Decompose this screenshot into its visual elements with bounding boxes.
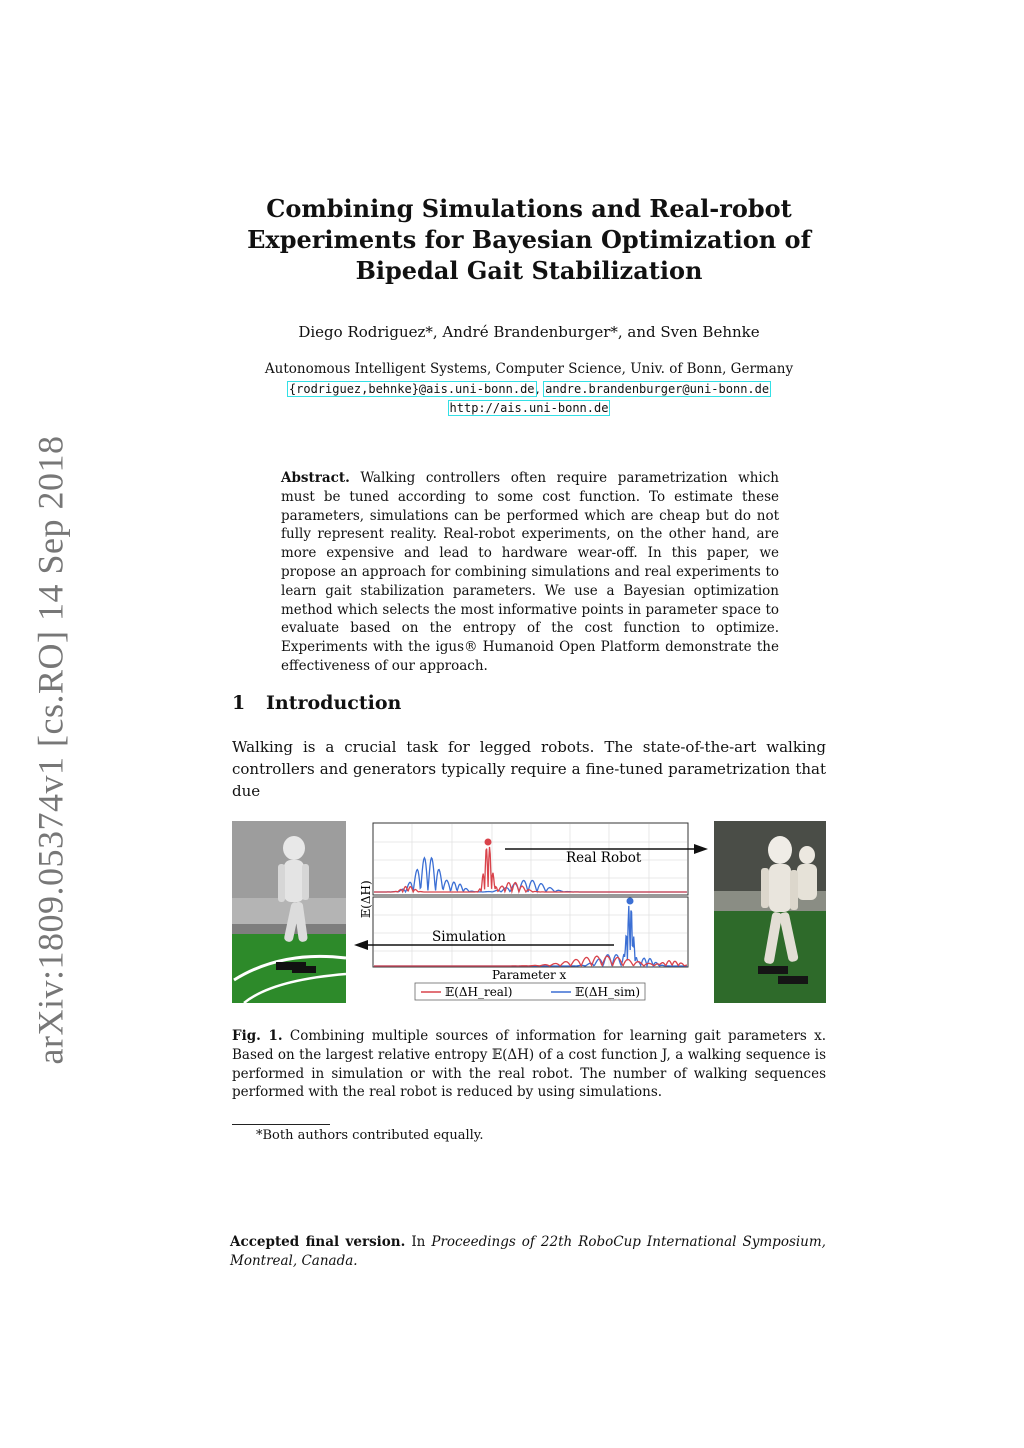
y-axis-label: 𝔼(ΔH)	[359, 880, 373, 918]
website-link[interactable]: http://ais.uni-bonn.de	[449, 401, 609, 415]
figure-caption	[232, 1027, 826, 1102]
accepted-pre: In	[411, 1234, 426, 1250]
paper-title	[230, 193, 828, 286]
title-line: Bipedal Gait Stabilization	[355, 256, 703, 285]
title-line: Experiments for Bayesian Optimization of	[247, 225, 811, 254]
intro-paragraph: Walking is a crucial task for legged robots. The state-of-the-art walking controllers and generators typically require a fine-tuned parametrization that due	[232, 738, 826, 800]
caption-label: Fig. 1.	[232, 1028, 283, 1044]
simulation-label: Simulation	[432, 929, 506, 945]
accepted-venue: Proceedings of 22th RoboCup International Symposium, Montreal, Canada.	[230, 1234, 826, 1269]
legend-real: 𝔼(ΔH_real)	[445, 985, 513, 999]
affiliation-block	[230, 360, 828, 419]
simulation-robot-image	[232, 821, 346, 1003]
section-title: Introduction	[266, 692, 402, 714]
peak-marker	[485, 839, 492, 846]
abstract	[281, 469, 779, 676]
legend	[415, 983, 645, 1000]
legend-sim: 𝔼(ΔH_sim)	[575, 985, 641, 999]
authors: Diego Rodriguez*, André Brandenburger*, and Sven Behnke	[298, 323, 760, 341]
title-line: Combining Simulations and Real-robot	[266, 194, 792, 223]
figure-svg	[232, 820, 826, 1004]
email-separator: ,	[535, 380, 540, 397]
section-number: 1	[232, 692, 246, 714]
x-axis-label: Parameter x	[492, 968, 567, 982]
real-robot-photo	[714, 821, 826, 1003]
real-robot-label: Real Robot	[566, 850, 642, 866]
arxiv-identifier-text: arXiv:1809.05374v1 [cs.RO] 14 Sep 2018	[30, 435, 71, 1065]
section-heading	[232, 692, 401, 714]
arxiv-identifier	[20, 435, 80, 1065]
caption-text: Combining multiple sources of information for learning gait parameters x. Based on the largest relative entropy 𝔼(ΔH) of a cost function J, a walking sequence is performed in simulation or with the real robot. The number of walking sequences performed with the real robot is reduced by using simulations.	[232, 1028, 826, 1101]
abstract-label: Abstract.	[281, 470, 350, 486]
email-link-brandenburger[interactable]: andre.brandenburger@uni-bonn.de	[545, 381, 770, 396]
accepted-label: Accepted final version.	[230, 1234, 406, 1250]
email-link-authors[interactable]: {rodriguez,behnke}@ais.uni-bonn.de	[288, 381, 535, 396]
emails	[230, 380, 828, 400]
figure-1	[232, 820, 826, 1004]
peak-marker	[627, 898, 634, 905]
footnote-rule	[232, 1124, 330, 1125]
footnote: *Both authors contributed equally.	[256, 1128, 484, 1143]
abstract-text: Walking controllers often require parametrization which must be tuned according to some cost function. To estimate these parameters, simulations can be performed which are cheap but do not fully represent reality. Real-robot experiments, on the other hand, are more expensive and lead to hardware wear-off. In this paper, we propose an approach for combining simulations and real experiments to learn gait stabilization parameters. We use a Bayesian optimization method which selects the most informative points in parameter space to evaluate based on the entropy of the cost function to optimize. Experiments with the igus® Humanoid Open Platform demonstrate the effectiveness of our approach.	[281, 470, 779, 674]
affiliation: Autonomous Intelligent Systems, Computer Science, Univ. of Bonn, Germany	[264, 361, 794, 377]
publication-note	[230, 1233, 826, 1271]
